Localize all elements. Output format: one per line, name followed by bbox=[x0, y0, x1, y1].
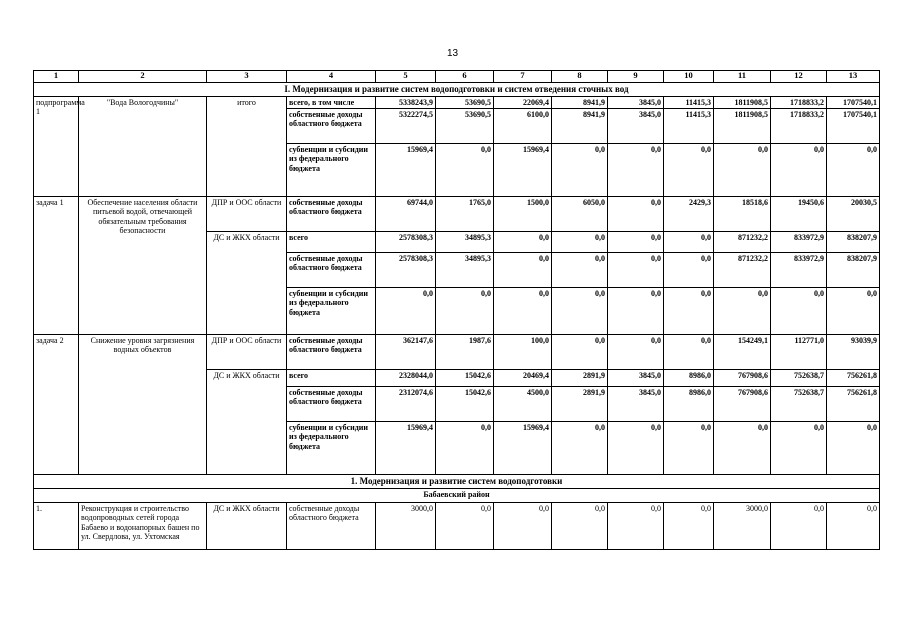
column-header: 4 bbox=[287, 71, 376, 83]
row-funding-source: собственные доходы областного бюджета bbox=[287, 109, 376, 144]
row-code: задача 2 bbox=[34, 335, 79, 475]
value-cell: 53690,5 bbox=[436, 109, 494, 144]
value-cell: 0,0 bbox=[608, 144, 664, 197]
value-cell: 0,0 bbox=[494, 288, 552, 335]
row-executor: ДС и ЖКХ области bbox=[207, 503, 287, 550]
column-header: 7 bbox=[494, 71, 552, 83]
value-cell: 0,0 bbox=[664, 335, 714, 370]
value-cell: 15042,6 bbox=[436, 370, 494, 387]
column-header: 8 bbox=[552, 71, 608, 83]
district-title-row bbox=[34, 489, 880, 503]
value-cell: 767908,6 bbox=[714, 370, 771, 387]
row-funding-source: всего, в том числе bbox=[287, 97, 376, 109]
row-code: подпрограмма 1 bbox=[34, 97, 79, 197]
value-cell: 0,0 bbox=[608, 197, 664, 232]
table-body bbox=[34, 71, 880, 550]
value-cell: 0,0 bbox=[552, 232, 608, 253]
value-cell: 0,0 bbox=[494, 232, 552, 253]
value-cell: 0,0 bbox=[664, 288, 714, 335]
value-cell: 3000,0 bbox=[714, 503, 771, 550]
row-name: Обеспечение населения области питьевой водой, отвечающей обязательным требования безопасности bbox=[79, 197, 207, 335]
value-cell: 838207,9 bbox=[827, 232, 880, 253]
row-code: 1. bbox=[34, 503, 79, 550]
value-cell: 833972,9 bbox=[771, 253, 827, 288]
value-cell: 0,0 bbox=[714, 288, 771, 335]
value-cell: 8986,0 bbox=[664, 370, 714, 387]
column-header: 2 bbox=[79, 71, 207, 83]
value-cell: 1811908,5 bbox=[714, 97, 771, 109]
value-cell: 2429,3 bbox=[664, 197, 714, 232]
value-cell: 0,0 bbox=[664, 144, 714, 197]
value-cell: 0,0 bbox=[608, 232, 664, 253]
value-cell: 3845,0 bbox=[608, 387, 664, 422]
section-title-row bbox=[34, 83, 880, 97]
column-header: 13 bbox=[827, 71, 880, 83]
row-funding-source: всего bbox=[287, 232, 376, 253]
value-cell: 756261,8 bbox=[827, 387, 880, 422]
value-cell: 2312074,6 bbox=[376, 387, 436, 422]
value-cell: 3845,0 bbox=[608, 109, 664, 144]
value-cell: 3845,0 bbox=[608, 97, 664, 109]
value-cell: 0,0 bbox=[664, 232, 714, 253]
section-title: I. Модернизация и развитие систем водоподготовки и систем отведения сточных вод bbox=[34, 83, 880, 97]
value-cell: 3000,0 bbox=[376, 503, 436, 550]
value-cell: 5338243,9 bbox=[376, 97, 436, 109]
row-funding-source: субвенции и субсидии из федерального бюджета bbox=[287, 144, 376, 197]
column-header: 5 bbox=[376, 71, 436, 83]
value-cell: 0,0 bbox=[608, 288, 664, 335]
value-cell: 8941,9 bbox=[552, 109, 608, 144]
value-cell: 871232,2 bbox=[714, 253, 771, 288]
value-cell: 15969,4 bbox=[494, 422, 552, 475]
value-cell: 6100,0 bbox=[494, 109, 552, 144]
value-cell: 0,0 bbox=[827, 422, 880, 475]
value-cell: 0,0 bbox=[827, 288, 880, 335]
value-cell: 0,0 bbox=[436, 422, 494, 475]
table-row bbox=[34, 503, 880, 550]
column-header: 6 bbox=[436, 71, 494, 83]
table-row bbox=[34, 197, 880, 232]
column-header: 12 bbox=[771, 71, 827, 83]
value-cell: 0,0 bbox=[608, 503, 664, 550]
value-cell: 1765,0 bbox=[436, 197, 494, 232]
value-cell: 6050,0 bbox=[552, 197, 608, 232]
column-number-row bbox=[34, 71, 880, 83]
value-cell: 1707540,1 bbox=[827, 109, 880, 144]
value-cell: 15969,4 bbox=[494, 144, 552, 197]
value-cell: 2328044,0 bbox=[376, 370, 436, 387]
value-cell: 833972,9 bbox=[771, 232, 827, 253]
value-cell: 15969,4 bbox=[376, 422, 436, 475]
value-cell: 8986,0 bbox=[664, 387, 714, 422]
value-cell: 18518,6 bbox=[714, 197, 771, 232]
row-executor: ДПР и ООС области bbox=[207, 197, 287, 232]
value-cell: 0,0 bbox=[552, 503, 608, 550]
value-cell: 1718833,2 bbox=[771, 97, 827, 109]
table-row bbox=[34, 97, 880, 109]
column-header: 1 bbox=[34, 71, 79, 83]
value-cell: 1811908,5 bbox=[714, 109, 771, 144]
value-cell: 0,0 bbox=[608, 422, 664, 475]
value-cell: 756261,8 bbox=[827, 370, 880, 387]
value-cell: 0,0 bbox=[552, 253, 608, 288]
row-executor: ДС и ЖКХ области bbox=[207, 370, 287, 475]
value-cell: 5322274,5 bbox=[376, 109, 436, 144]
value-cell: 0,0 bbox=[714, 422, 771, 475]
district-title: Бабаевский район bbox=[34, 489, 880, 503]
value-cell: 154249,1 bbox=[714, 335, 771, 370]
value-cell: 0,0 bbox=[552, 288, 608, 335]
page-number: 13 bbox=[446, 48, 459, 59]
value-cell: 0,0 bbox=[771, 503, 827, 550]
value-cell: 3845,0 bbox=[608, 370, 664, 387]
value-cell: 2891,9 bbox=[552, 370, 608, 387]
value-cell: 0,0 bbox=[827, 144, 880, 197]
row-name: Снижение уровня загрязнения водных объектов bbox=[79, 335, 207, 475]
value-cell: 1707540,1 bbox=[827, 97, 880, 109]
value-cell: 15969,4 bbox=[376, 144, 436, 197]
value-cell: 20030,5 bbox=[827, 197, 880, 232]
value-cell: 0,0 bbox=[608, 335, 664, 370]
value-cell: 0,0 bbox=[494, 503, 552, 550]
value-cell: 15042,6 bbox=[436, 387, 494, 422]
value-cell: 767908,6 bbox=[714, 387, 771, 422]
value-cell: 2891,9 bbox=[552, 387, 608, 422]
value-cell: 838207,9 bbox=[827, 253, 880, 288]
value-cell: 0,0 bbox=[664, 503, 714, 550]
value-cell: 100,0 bbox=[494, 335, 552, 370]
value-cell: 8941,9 bbox=[552, 97, 608, 109]
value-cell: 34895,3 bbox=[436, 253, 494, 288]
value-cell: 752638,7 bbox=[771, 370, 827, 387]
value-cell: 11415,3 bbox=[664, 109, 714, 144]
row-executor: итого bbox=[207, 97, 287, 197]
value-cell: 1718833,2 bbox=[771, 109, 827, 144]
value-cell: 0,0 bbox=[436, 503, 494, 550]
column-header: 9 bbox=[608, 71, 664, 83]
row-name: "Вода Вологодчины" bbox=[79, 97, 207, 197]
value-cell: 0,0 bbox=[494, 253, 552, 288]
value-cell: 0,0 bbox=[552, 422, 608, 475]
value-cell: 1500,0 bbox=[494, 197, 552, 232]
column-header: 11 bbox=[714, 71, 771, 83]
row-funding-source: субвенции и субсидии из федерального бюджета bbox=[287, 422, 376, 475]
row-funding-source: собственные доходы областного бюджета bbox=[287, 387, 376, 422]
value-cell: 0,0 bbox=[552, 144, 608, 197]
value-cell: 11415,3 bbox=[664, 97, 714, 109]
value-cell: 0,0 bbox=[771, 288, 827, 335]
value-cell: 2578308,3 bbox=[376, 232, 436, 253]
value-cell: 0,0 bbox=[664, 422, 714, 475]
value-cell: 93039,9 bbox=[827, 335, 880, 370]
value-cell: 0,0 bbox=[608, 253, 664, 288]
value-cell: 871232,2 bbox=[714, 232, 771, 253]
row-funding-source: собственные доходы областного бюджета bbox=[287, 253, 376, 288]
value-cell: 0,0 bbox=[376, 288, 436, 335]
value-cell: 22069,4 bbox=[494, 97, 552, 109]
value-cell: 362147,6 bbox=[376, 335, 436, 370]
table-row bbox=[34, 335, 880, 370]
row-funding-source: собственные доходы областного бюджета bbox=[287, 335, 376, 370]
row-code: задача 1 bbox=[34, 197, 79, 335]
value-cell: 1987,6 bbox=[436, 335, 494, 370]
row-funding-source: собственные доходы областного бюджета bbox=[287, 197, 376, 232]
value-cell: 69744,0 bbox=[376, 197, 436, 232]
row-executor: ДПР и ООС области bbox=[207, 335, 287, 370]
row-executor: ДС и ЖКХ области bbox=[207, 232, 287, 335]
value-cell: 0,0 bbox=[771, 144, 827, 197]
subsection-title-row bbox=[34, 475, 880, 489]
value-cell: 20469,4 bbox=[494, 370, 552, 387]
row-name: Реконструкция и строительство водопроводных сетей города Бабаево и водонапорных башен по ул. Свердлова, ул. Ухтомская bbox=[79, 503, 207, 550]
value-cell: 19450,6 bbox=[771, 197, 827, 232]
value-cell: 0,0 bbox=[664, 253, 714, 288]
column-header: 10 bbox=[664, 71, 714, 83]
row-funding-source: всего bbox=[287, 370, 376, 387]
value-cell: 34895,3 bbox=[436, 232, 494, 253]
value-cell: 4500,0 bbox=[494, 387, 552, 422]
subsection-title: 1. Модернизация и развитие систем водоподготовки bbox=[34, 475, 880, 489]
value-cell: 0,0 bbox=[552, 335, 608, 370]
value-cell: 0,0 bbox=[436, 144, 494, 197]
budget-table bbox=[33, 70, 880, 550]
row-funding-source: собственные доходы областного бюджета bbox=[287, 503, 376, 550]
value-cell: 0,0 bbox=[827, 503, 880, 550]
value-cell: 0,0 bbox=[436, 288, 494, 335]
value-cell: 53690,5 bbox=[436, 97, 494, 109]
column-header: 3 bbox=[207, 71, 287, 83]
value-cell: 2578308,3 bbox=[376, 253, 436, 288]
value-cell: 112771,0 bbox=[771, 335, 827, 370]
value-cell: 0,0 bbox=[771, 422, 827, 475]
value-cell: 0,0 bbox=[714, 144, 771, 197]
row-funding-source: субвенции и субсидии из федерального бюджета bbox=[287, 288, 376, 335]
value-cell: 752638,7 bbox=[771, 387, 827, 422]
